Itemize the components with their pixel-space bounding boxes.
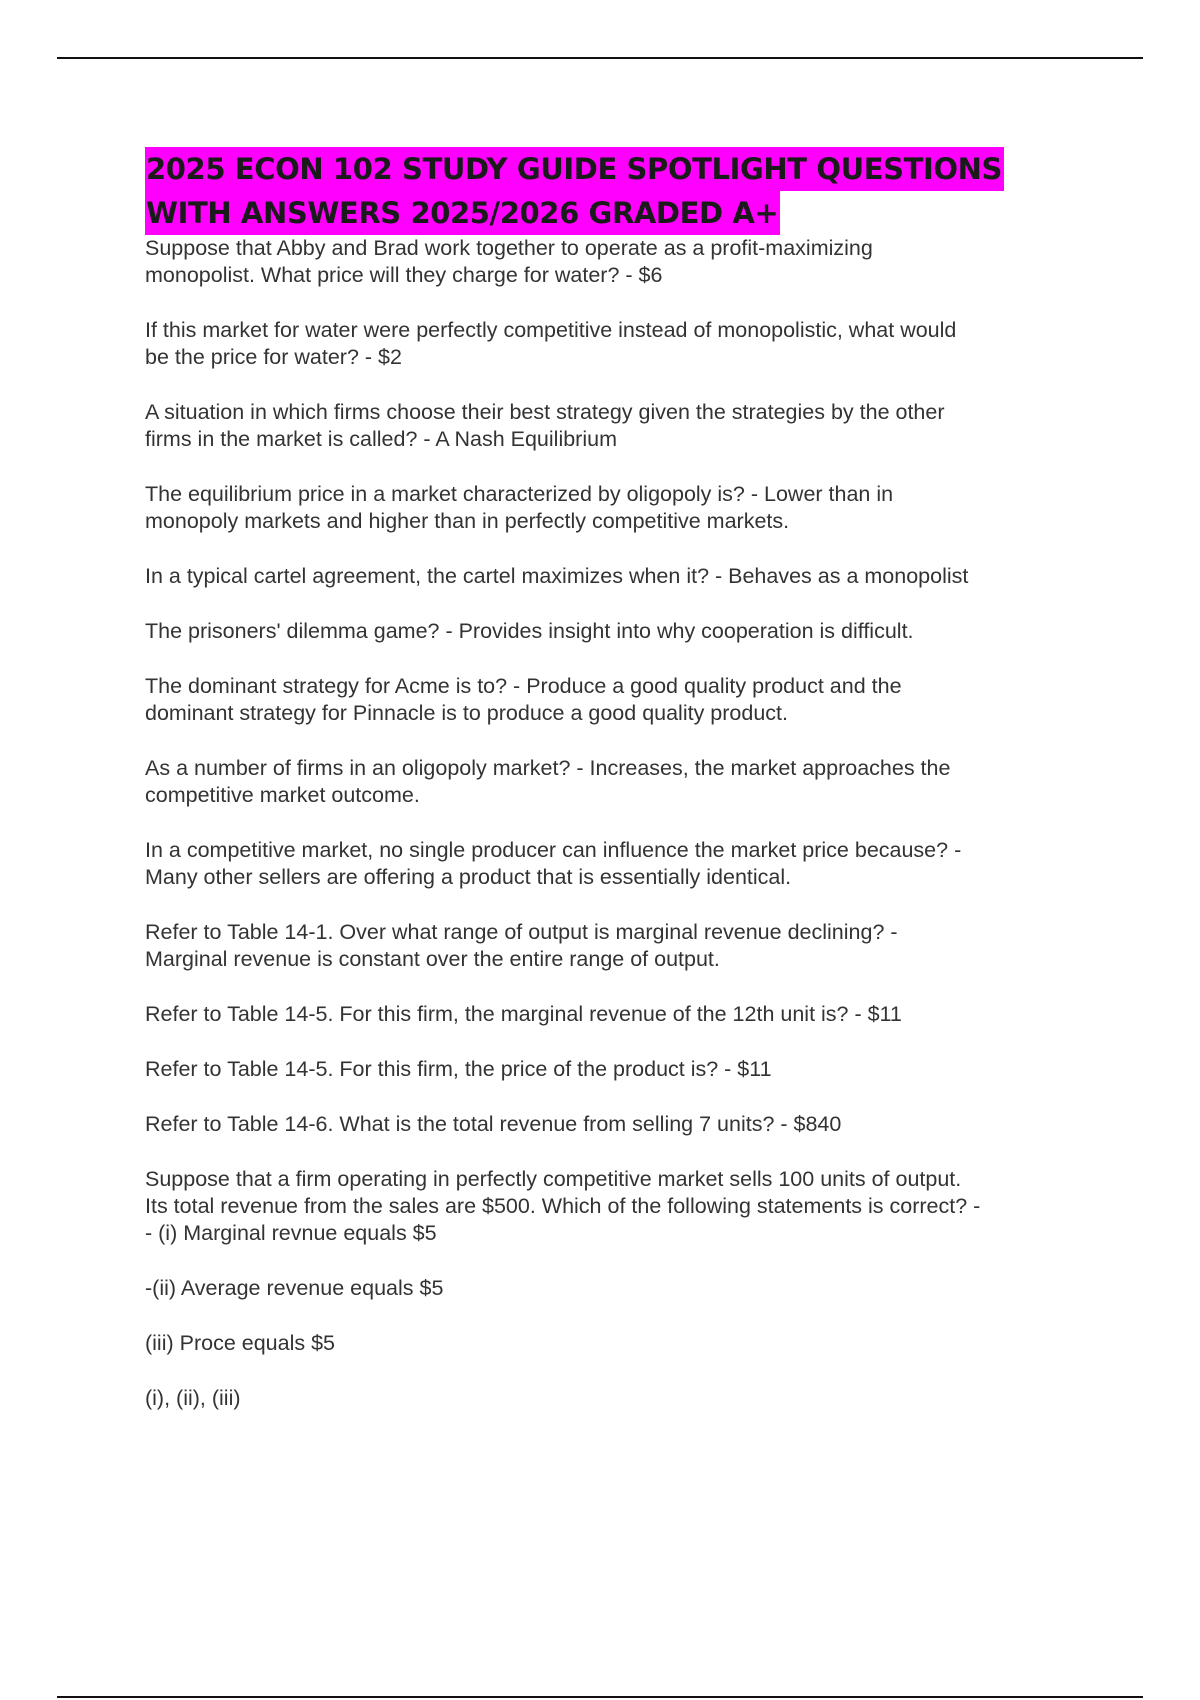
qa-line: As a number of firms in an oligopoly market? - Increases, the market approaches the (145, 756, 951, 780)
qa-item (145, 235, 1105, 289)
qa-line: Refer to Table 14-1. Over what range of output is marginal revenue declining? - (145, 920, 898, 944)
qa-line: dominant strategy for Pinnacle is to produce a good quality product. (145, 701, 788, 725)
qa-line: - (i) Marginal revnue equals $5 (145, 1221, 437, 1245)
qa-line: be the price for water? - $2 (145, 345, 402, 369)
qa-line: Many other sellers are offering a product that is essentially identical. (145, 865, 792, 889)
qa-line: monopolist. What price will they charge for water? - $6 (145, 263, 663, 287)
qa-line: In a competitive market, no single producer can influence the market price because? - (145, 838, 962, 862)
title-line-2: WITH ANSWERS 2025/2026 GRADED A+ (145, 191, 780, 235)
qa-line: The prisoners' dilemma game? - Provides insight into why cooperation is difficult. (145, 619, 914, 643)
qa-item (145, 618, 1105, 645)
qa-item (145, 399, 1105, 453)
qa-line: (iii) Proce equals $5 (145, 1331, 336, 1355)
qa-line: Refer to Table 14-5. For this firm, the price of the product is? - $11 (145, 1057, 772, 1081)
qa-line: Suppose that a firm operating in perfectly competitive market sells 100 units of output. (145, 1167, 962, 1191)
qa-list (145, 235, 1105, 1412)
qa-line: Its total revenue from the sales are $500. Which of the following statements is correct? - (145, 1194, 981, 1218)
qa-line: A situation in which firms choose their best strategy given the strategies by the other (145, 400, 945, 424)
qa-item (145, 1111, 1105, 1138)
qa-line: If this market for water were perfectly competitive instead of monopolistic, what would (145, 318, 957, 342)
qa-item (145, 837, 1105, 891)
qa-line: Refer to Table 14-5. For this firm, the marginal revenue of the 12th unit is? - $11 (145, 1002, 902, 1026)
top-rule (57, 57, 1143, 59)
qa-line: Marginal revenue is constant over the entire range of output. (145, 947, 720, 971)
document-title (145, 147, 1105, 235)
document-body (145, 147, 1105, 1440)
qa-item (145, 1275, 1105, 1302)
qa-line: -(ii) Average revenue equals $5 (145, 1276, 444, 1300)
qa-line: (i), (ii), (iii) (145, 1386, 241, 1410)
qa-item (145, 1001, 1105, 1028)
qa-item (145, 919, 1105, 973)
qa-item (145, 755, 1105, 809)
qa-line: firms in the market is called? - A Nash Equilibrium (145, 427, 617, 451)
qa-line: The dominant strategy for Acme is to? - Produce a good quality product and the (145, 674, 902, 698)
qa-item (145, 673, 1105, 727)
qa-item (145, 1056, 1105, 1083)
qa-item (145, 481, 1105, 535)
qa-item (145, 563, 1105, 590)
qa-line: The equilibrium price in a market characterized by oligopoly is? - Lower than in (145, 482, 894, 506)
qa-line: competitive market outcome. (145, 783, 420, 807)
qa-line: Refer to Table 14-6. What is the total revenue from selling 7 units? - $840 (145, 1112, 842, 1136)
title-line-1: 2025 ECON 102 STUDY GUIDE SPOTLIGHT QUESTIONS (145, 147, 1004, 191)
qa-item (145, 317, 1105, 371)
bottom-rule (57, 1696, 1143, 1698)
qa-item (145, 1166, 1105, 1247)
qa-line: monopoly markets and higher than in perfectly competitive markets. (145, 509, 790, 533)
qa-line: In a typical cartel agreement, the cartel maximizes when it? - Behaves as a monopolist (145, 564, 969, 588)
qa-item (145, 1385, 1105, 1412)
qa-item (145, 1330, 1105, 1357)
qa-line: Suppose that Abby and Brad work together to operate as a profit-maximizing (145, 236, 873, 260)
